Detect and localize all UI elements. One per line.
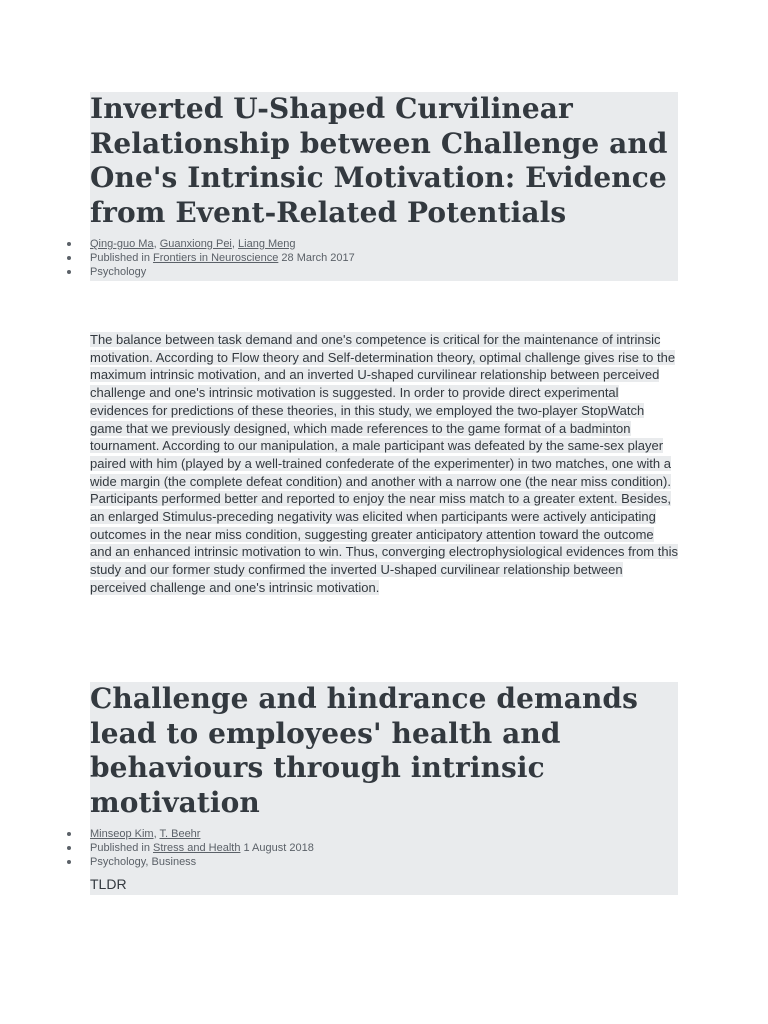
venue-link[interactable]: Stress and Health <box>153 842 241 854</box>
abstract-text: The balance between task demand and one's competence is critical for the maintenance of intrinsic motivation. According to Flow theory and Self-determination theory, optimal challenge gives rise to the maximum intrinsic motivation, and an inverted U-shaped curvilinear relationship between perceived challenge and one's intrinsic motivation is suggested. In order to provide direct experimental evidences for predictions of these theories, in this study, we employed the two-player StopWatch game that we previously designed, which made references to the game format of a badminton tournament. According to our manipulation, a male participant was defeated by the same-sex player paired with him (played by a well-trained confederate of the experimenter) in two matches, one with a wide margin (the complete defeat condition) and another with a narrow one (the near miss condition). Participants performed better and reported to enjoy the near miss match to a greater extent. Besides, an enlarged Stimulus-preceding negativity was elicited when participants were actively anticipating outcomes in the near miss condition, suggesting greater anticipatory attention toward the outcome and an enhanced intrinsic motivation to win. Thus, converging electrophysiological evidences from this study and our former study confirmed the inverted U-shaped curvilinear relationship between perceived challenge and one's intrinsic motivation. <box>90 332 678 595</box>
published-prefix: Published in <box>90 252 153 264</box>
author-link[interactable]: Minseop Kim <box>90 828 154 840</box>
author-link[interactable]: Qing-guo Ma <box>90 238 154 250</box>
author-link[interactable]: Liang Meng <box>238 238 296 250</box>
paper-1-publication <box>90 251 678 265</box>
paper-1-abstract <box>90 331 678 597</box>
paper-2-meta <box>90 827 678 869</box>
paper-1 <box>90 92 678 281</box>
field-of-study: Psychology, Business <box>90 856 197 868</box>
author-separator: , <box>153 828 160 840</box>
venue-link[interactable]: Frontiers in Neuroscience <box>153 252 279 264</box>
paper-2-publication <box>90 841 678 855</box>
publication-date: 1 August 2018 <box>240 842 314 854</box>
author-separator: , <box>153 238 160 250</box>
paper-2-authors <box>90 827 678 841</box>
paper-1-field <box>90 265 678 279</box>
author-link[interactable]: Guanxiong Pei <box>159 238 232 250</box>
author-link[interactable]: T. Beehr <box>159 828 201 840</box>
paper-1-authors <box>90 237 678 251</box>
paper-2-field <box>90 855 678 869</box>
author-separator: , <box>231 238 239 250</box>
published-prefix: Published in <box>90 842 153 854</box>
publication-date: 28 March 2017 <box>278 252 355 264</box>
paper-1-meta <box>90 237 678 279</box>
paper-2 <box>90 682 678 895</box>
field-of-study: Psychology <box>90 266 147 278</box>
tldr-label: TLDR <box>90 876 127 892</box>
paper-1-title[interactable]: Inverted U-Shaped Curvilinear Relationship between Challenge and One's Intrinsic Motivation: Evidence from Event-Related Potentials <box>90 92 668 229</box>
paper-2-title[interactable]: Challenge and hindrance demands lead to employees' health and behaviours through intrinsic motivation <box>90 682 638 819</box>
